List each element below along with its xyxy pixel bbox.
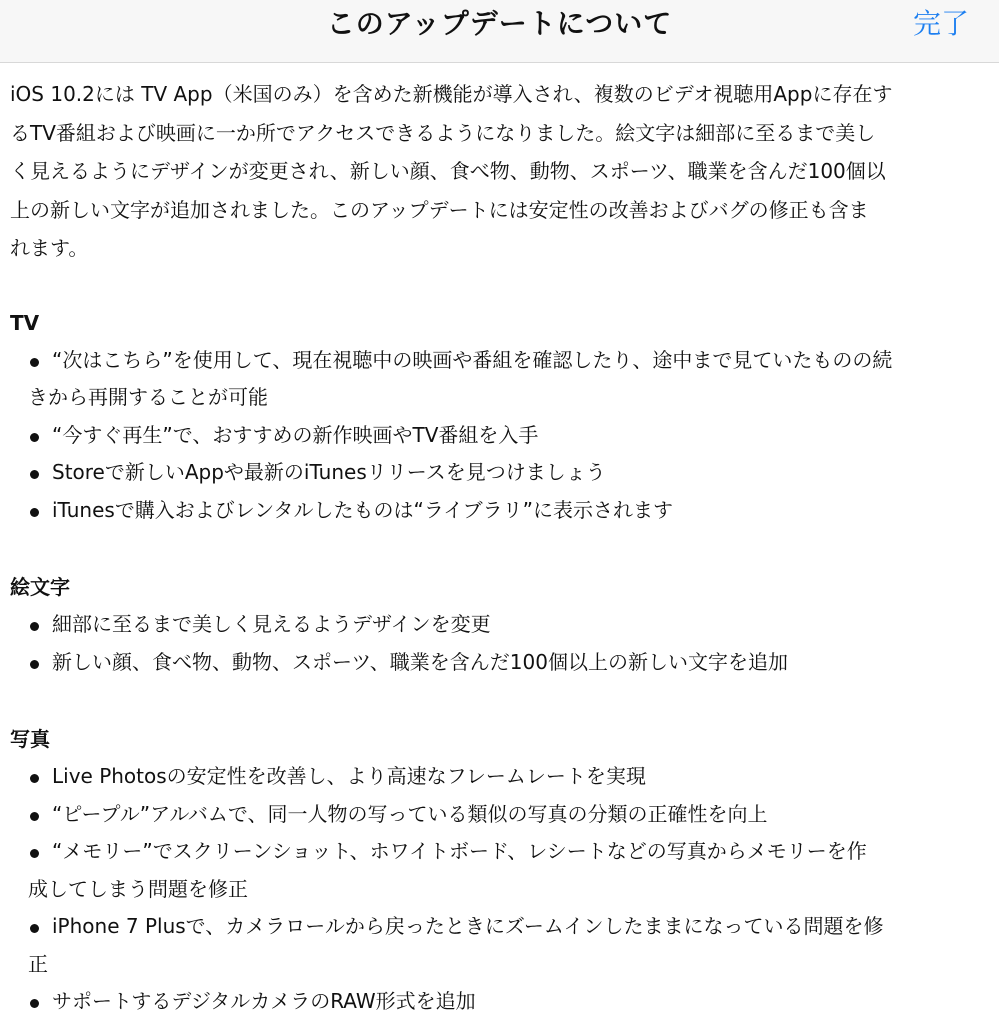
section-title: 絵文字 [10,575,70,599]
list-item [10,758,994,796]
release-notes-content [10,75,994,1021]
list-item-text: 細部に至るまで美しく見えるようデザインを変更 [52,612,491,636]
section-title: 写真 [10,727,50,751]
list-item [10,606,994,644]
intro-line: れます。 [10,236,89,260]
section-photos [10,720,994,1021]
page-title: このアップデートについて [326,7,673,40]
list-item-text: iPhone 7 Plusで、カメラロールから戻ったときにズームインしたままになっている問題を修 [52,914,884,938]
list-item [10,492,994,530]
list-item-text: “次はこちら”を使用して、現在視聴中の映画や番組を確認したり、途中まで見ていたものの続 [52,347,893,372]
intro-line: iOS 10.2には TV App（米国のみ）を含めた新機能が導入され、複数のビデオ視聴用Appに存在す [10,82,893,106]
list-item-text: iTunesで購入およびレンタルしたものは“ライブラリ”に表示されます [52,497,674,522]
bullet-list [10,342,994,530]
list-item-text: 新しい顔、食べ物、動物、スポーツ、職業を含んだ100個以上の新しい文字を追加 [52,649,788,674]
bullet-list [10,758,994,1021]
list-item [10,908,994,983]
intro-line: 上の新しい文字が追加されました。このアップデートには安定性の改善およびバグの修正も含ま [10,197,869,222]
list-item-text-continued: 正 [28,951,48,976]
list-item-text: サポートするデジタルカメラのRAW形式を追加 [52,989,476,1013]
intro-paragraph [10,75,994,268]
list-item [10,983,994,1021]
list-item [10,454,994,492]
intro-line: く見えるようにデザインが変更され、新しい顔、食べ物、動物、スポーツ、職業を含んだ100個以 [10,159,886,183]
section-title: TV [10,310,40,335]
intro-line: るTV番組および映画に一か所でアクセスできるようになりました。絵文字は細部に至るまで美し [10,120,876,145]
list-item [10,342,994,417]
bullet-list [10,606,994,681]
list-item [10,644,994,682]
done-button[interactable]: 完了 [912,7,969,40]
list-item-text-continued: きから再開することが可能 [28,385,268,409]
list-item [10,796,994,834]
list-item-text: “ピープル”アルバムで、同一人物の写っている類似の写真の分類の正確性を向上 [52,801,768,826]
list-item-text-continued: 成してしまう問題を修正 [28,876,248,901]
section-tv [10,304,994,530]
list-item-text: Storeで新しいAppや最新のiTunesリリースを見つけましょう [52,460,606,484]
navigation-bar [0,0,999,63]
list-item [10,833,994,908]
list-item-text: Live Photosの安定性を改善し、より高速なフレームレートを実現 [52,764,646,788]
list-item [10,417,994,455]
list-item-text: “メモリー”でスクリーンショット、ホワイトボード、レシートなどの写真からメモリーを作 [52,839,867,863]
section-emoji [10,568,994,681]
list-item-text: “今すぐ再生”で、おすすめの新作映画やTV番組を入手 [52,422,539,447]
